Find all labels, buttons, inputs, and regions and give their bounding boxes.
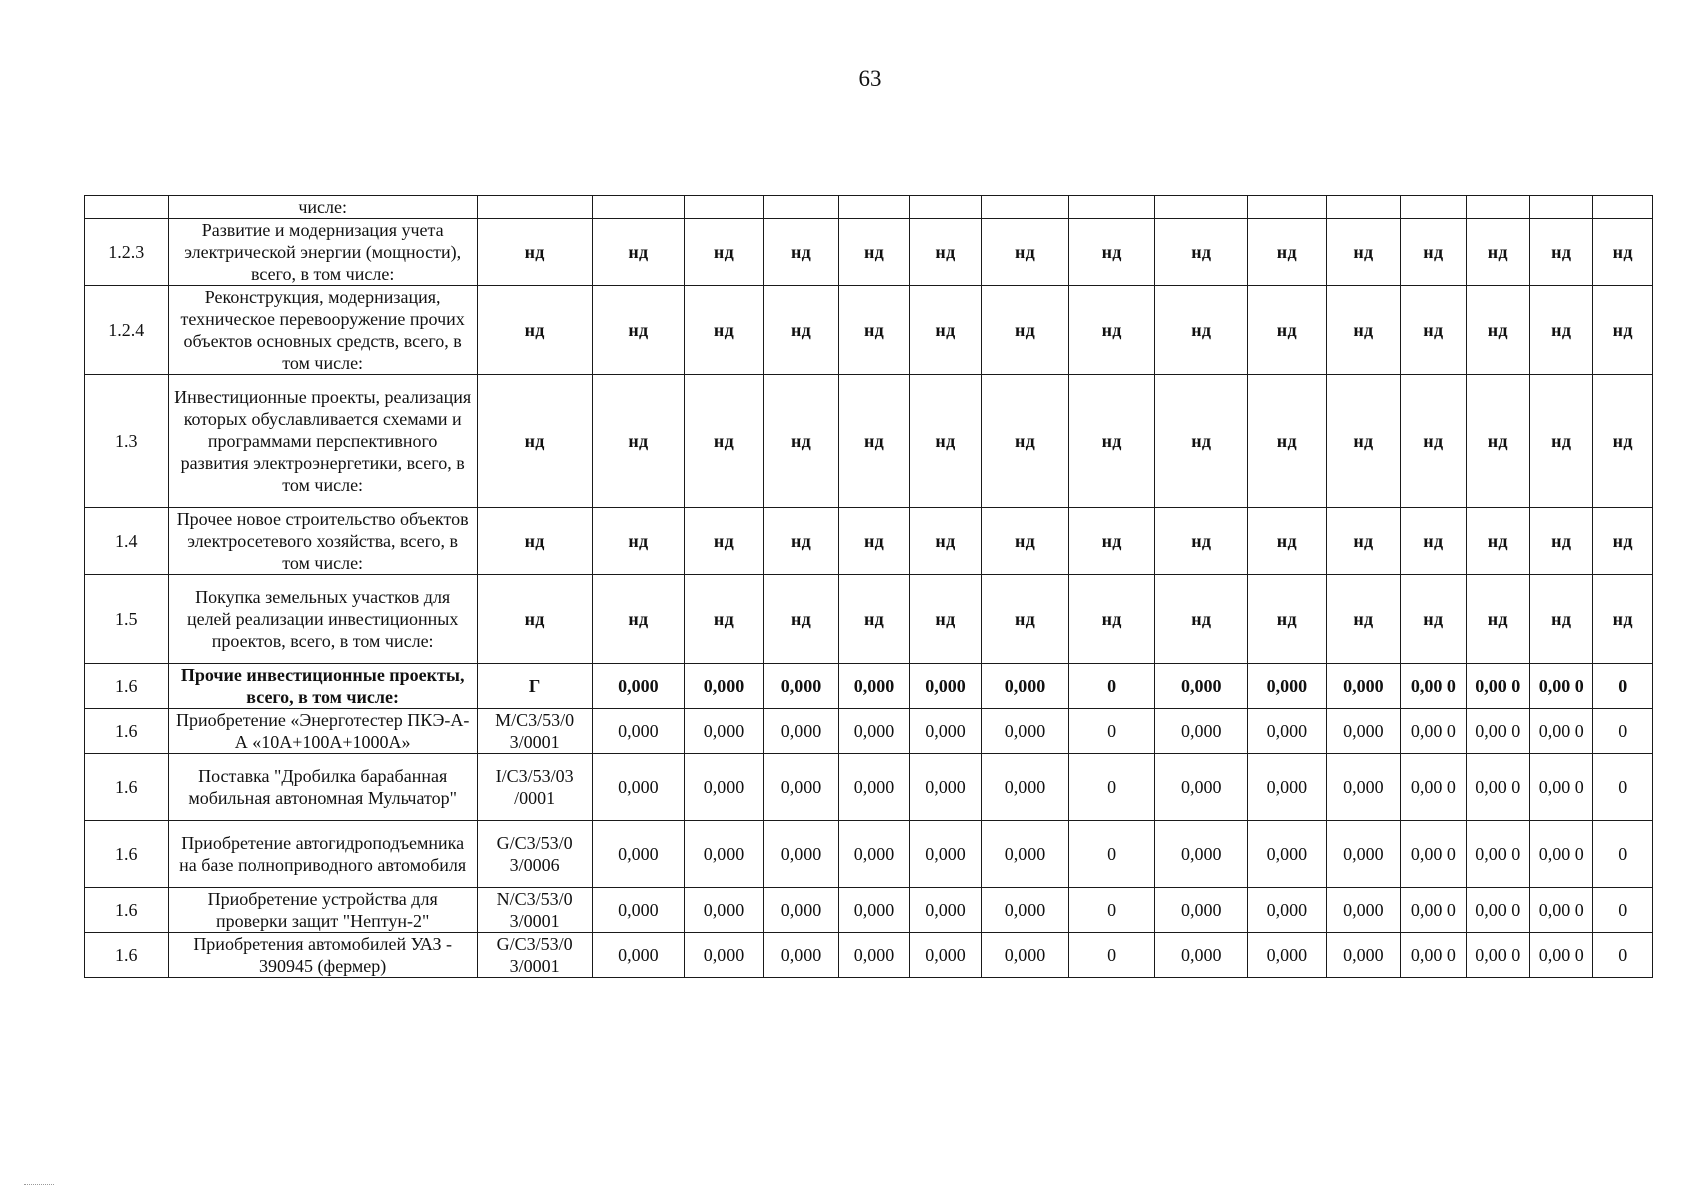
row-name: Покупка земельных участков для целей реализации инвестиционных проектов, всего, в том числе: xyxy=(168,575,477,664)
value-cell: 0,000 xyxy=(1155,754,1248,821)
value-cell: нд xyxy=(1068,508,1155,575)
row-code: M/C3/53/0 3/0001 xyxy=(477,709,592,754)
value-cell: нд xyxy=(982,575,1069,664)
value-cell: нд xyxy=(1530,375,1593,508)
table-row xyxy=(85,933,1653,978)
value-cell: 0,000 xyxy=(839,664,909,709)
value-cell: 0,00 0 xyxy=(1530,754,1593,821)
value-cell: 0 xyxy=(1593,888,1653,933)
value-cell: нд xyxy=(763,219,839,286)
value-cell: 0,000 xyxy=(685,709,764,754)
value-cell: нд xyxy=(685,375,764,508)
value-cell: нд xyxy=(1248,219,1327,286)
table-row xyxy=(85,709,1653,754)
value-cell: 0,000 xyxy=(763,754,839,821)
page-number: 63 xyxy=(858,66,882,91)
value-cell: нд xyxy=(839,219,909,286)
value-cell: нд xyxy=(1530,508,1593,575)
value-cell: 0,000 xyxy=(685,888,764,933)
value-cell: 0,00 0 xyxy=(1530,664,1593,709)
row-number: 1.6 xyxy=(85,888,169,933)
row-number: 1.3 xyxy=(85,375,169,508)
value-cell: 0 xyxy=(1593,709,1653,754)
value-cell: 0,00 0 xyxy=(1530,821,1593,888)
value-cell: нд xyxy=(1593,508,1653,575)
value-cell: 0,000 xyxy=(839,933,909,978)
row-name: Поставка "Дробилка барабанная мобильная автономная Мульчатор" xyxy=(168,754,477,821)
value-cell: нд xyxy=(685,286,764,375)
value-cell: 0,000 xyxy=(592,709,685,754)
value-cell: 0,00 0 xyxy=(1401,888,1466,933)
value-cell xyxy=(1155,196,1248,219)
row-code: N/C3/53/0 3/0001 xyxy=(477,888,592,933)
value-cell: 0,00 0 xyxy=(1466,664,1529,709)
value-cell xyxy=(1248,196,1327,219)
table-row xyxy=(85,664,1653,709)
value-cell: нд xyxy=(1068,575,1155,664)
value-cell: нд xyxy=(1401,375,1466,508)
value-cell: нд xyxy=(839,575,909,664)
value-cell: нд xyxy=(909,286,982,375)
value-cell: нд xyxy=(592,575,685,664)
value-cell: 0,000 xyxy=(909,933,982,978)
value-cell: 0,000 xyxy=(982,664,1069,709)
value-cell: 0,000 xyxy=(592,888,685,933)
value-cell: 0,000 xyxy=(839,888,909,933)
value-cell: 0,000 xyxy=(909,754,982,821)
investment-program-table xyxy=(84,195,1653,978)
value-cell: 0,000 xyxy=(982,754,1069,821)
value-cell: нд xyxy=(592,508,685,575)
value-cell: нд xyxy=(1068,219,1155,286)
value-cell: нд xyxy=(1068,286,1155,375)
value-cell: 0,000 xyxy=(909,888,982,933)
row-number: 1.2.4 xyxy=(85,286,169,375)
value-cell: 0,000 xyxy=(982,888,1069,933)
value-cell: 0,000 xyxy=(763,888,839,933)
row-code: нд xyxy=(477,575,592,664)
table-row xyxy=(85,888,1653,933)
value-cell: 0,00 0 xyxy=(1466,821,1529,888)
value-cell: 0,000 xyxy=(1155,933,1248,978)
value-cell: 0,000 xyxy=(1155,664,1248,709)
value-cell: 0,000 xyxy=(592,754,685,821)
value-cell: нд xyxy=(1248,508,1327,575)
value-cell: нд xyxy=(1593,575,1653,664)
value-cell: нд xyxy=(1326,219,1401,286)
row-code: нд xyxy=(477,375,592,508)
value-cell: 0,00 0 xyxy=(1401,664,1466,709)
value-cell: нд xyxy=(592,286,685,375)
row-name: Прочие инвестиционные проекты, всего, в том числе: xyxy=(168,664,477,709)
value-cell: 0,000 xyxy=(909,709,982,754)
value-cell: 0,000 xyxy=(982,821,1069,888)
value-cell xyxy=(909,196,982,219)
row-name: Развитие и модернизация учета электрической энергии (мощности), всего, в том числе: xyxy=(168,219,477,286)
value-cell: 0,000 xyxy=(1326,709,1401,754)
row-number: 1.5 xyxy=(85,575,169,664)
value-cell: нд xyxy=(1530,219,1593,286)
value-cell: 0,000 xyxy=(1326,821,1401,888)
value-cell: нд xyxy=(592,219,685,286)
value-cell: 0,000 xyxy=(909,821,982,888)
value-cell xyxy=(1593,196,1653,219)
value-cell: 0,000 xyxy=(1248,709,1327,754)
value-cell: нд xyxy=(763,508,839,575)
row-code xyxy=(477,196,592,219)
row-number: 1.6 xyxy=(85,664,169,709)
value-cell: нд xyxy=(685,575,764,664)
row-number xyxy=(85,196,169,219)
value-cell: 0 xyxy=(1068,664,1155,709)
value-cell: 0,000 xyxy=(839,709,909,754)
value-cell: нд xyxy=(839,286,909,375)
value-cell: нд xyxy=(909,219,982,286)
row-code: нд xyxy=(477,219,592,286)
value-cell: нд xyxy=(982,375,1069,508)
value-cell: 0 xyxy=(1593,933,1653,978)
value-cell: 0 xyxy=(1068,888,1155,933)
row-code: Г xyxy=(477,664,592,709)
value-cell xyxy=(685,196,764,219)
value-cell: нд xyxy=(909,375,982,508)
value-cell: нд xyxy=(1401,575,1466,664)
value-cell: 0,00 0 xyxy=(1401,709,1466,754)
value-cell: 0,00 0 xyxy=(1401,821,1466,888)
value-cell: нд xyxy=(1248,286,1327,375)
value-cell: нд xyxy=(1401,219,1466,286)
value-cell: нд xyxy=(1466,286,1529,375)
value-cell: 0,000 xyxy=(685,754,764,821)
row-name: числе: xyxy=(168,196,477,219)
value-cell xyxy=(839,196,909,219)
value-cell: 0,00 0 xyxy=(1466,709,1529,754)
value-cell: нд xyxy=(1155,219,1248,286)
value-cell: 0,00 0 xyxy=(1530,709,1593,754)
value-cell: 0,00 0 xyxy=(1466,933,1529,978)
row-number: 1.6 xyxy=(85,709,169,754)
value-cell: 0 xyxy=(1593,821,1653,888)
value-cell: нд xyxy=(1326,286,1401,375)
value-cell: 0,000 xyxy=(685,821,764,888)
row-name: Прочее новое строительство объектов электросетевого хозяйства, всего, в том числе: xyxy=(168,508,477,575)
value-cell: 0,00 0 xyxy=(1466,888,1529,933)
value-cell: нд xyxy=(1466,375,1529,508)
row-name: Приобретение устройства для проверки защит "Нептун-2" xyxy=(168,888,477,933)
value-cell xyxy=(1068,196,1155,219)
value-cell: нд xyxy=(1326,575,1401,664)
value-cell: нд xyxy=(1593,286,1653,375)
value-cell: 0,000 xyxy=(1155,821,1248,888)
table-row xyxy=(85,575,1653,664)
value-cell: 0,00 0 xyxy=(1530,888,1593,933)
value-cell: нд xyxy=(1326,508,1401,575)
table-row xyxy=(85,196,1653,219)
value-cell: нд xyxy=(839,375,909,508)
value-cell: нд xyxy=(1248,375,1327,508)
value-cell: 0,000 xyxy=(982,709,1069,754)
value-cell: 0,000 xyxy=(1326,888,1401,933)
value-cell: 0,000 xyxy=(1248,888,1327,933)
value-cell: 0,000 xyxy=(839,821,909,888)
value-cell: нд xyxy=(1530,286,1593,375)
value-cell: 0,000 xyxy=(1326,933,1401,978)
value-cell xyxy=(1326,196,1401,219)
value-cell: нд xyxy=(1593,375,1653,508)
table-row xyxy=(85,375,1653,508)
value-cell: 0,000 xyxy=(685,933,764,978)
row-code: нд xyxy=(477,286,592,375)
value-cell: нд xyxy=(1530,575,1593,664)
row-number: 1.6 xyxy=(85,754,169,821)
row-name: Приобретение «Энерготестер ПКЭ-А-А «10А+100А+1000А» xyxy=(168,709,477,754)
value-cell: нд xyxy=(1248,575,1327,664)
value-cell xyxy=(1401,196,1466,219)
row-number: 1.4 xyxy=(85,508,169,575)
value-cell: 0,000 xyxy=(763,709,839,754)
value-cell: 0 xyxy=(1068,821,1155,888)
row-name: Реконструкция, модернизация, техническое перевооружение прочих объектов основных средств, всего, в том числе: xyxy=(168,286,477,375)
value-cell: 0,000 xyxy=(763,821,839,888)
value-cell: нд xyxy=(982,286,1069,375)
value-cell: 0,000 xyxy=(1155,888,1248,933)
value-cell: 0,000 xyxy=(1326,664,1401,709)
value-cell: нд xyxy=(839,508,909,575)
value-cell: нд xyxy=(1068,375,1155,508)
value-cell: 0,000 xyxy=(839,754,909,821)
value-cell: 0,000 xyxy=(592,933,685,978)
value-cell: нд xyxy=(909,508,982,575)
row-code: G/C3/53/0 3/0001 xyxy=(477,933,592,978)
value-cell: 0,000 xyxy=(592,821,685,888)
value-cell: нд xyxy=(763,375,839,508)
value-cell: нд xyxy=(685,508,764,575)
value-cell: 0 xyxy=(1593,754,1653,821)
value-cell: нд xyxy=(1155,286,1248,375)
value-cell: нд xyxy=(1155,575,1248,664)
row-code: G/C3/53/0 3/0006 xyxy=(477,821,592,888)
value-cell: нд xyxy=(982,508,1069,575)
table-row xyxy=(85,821,1653,888)
row-code: I/C3/53/03 /0001 xyxy=(477,754,592,821)
value-cell: нд xyxy=(1155,375,1248,508)
table-row xyxy=(85,508,1653,575)
value-cell: 0,000 xyxy=(909,664,982,709)
value-cell: 0,000 xyxy=(1248,754,1327,821)
value-cell: 0,000 xyxy=(1248,933,1327,978)
value-cell: 0,00 0 xyxy=(1401,933,1466,978)
row-number: 1.6 xyxy=(85,933,169,978)
value-cell: 0,000 xyxy=(1155,709,1248,754)
value-cell: нд xyxy=(982,219,1069,286)
table-row xyxy=(85,286,1653,375)
value-cell: нд xyxy=(1466,575,1529,664)
value-cell: 0,000 xyxy=(1248,821,1327,888)
scan-artifact xyxy=(24,1184,54,1186)
value-cell: нд xyxy=(763,286,839,375)
value-cell: нд xyxy=(1593,219,1653,286)
value-cell xyxy=(592,196,685,219)
value-cell: нд xyxy=(685,219,764,286)
value-cell: нд xyxy=(592,375,685,508)
row-number: 1.6 xyxy=(85,821,169,888)
value-cell: нд xyxy=(1326,375,1401,508)
row-name: Приобретение автогидроподъемника на базе полноприводного автомобиля xyxy=(168,821,477,888)
value-cell: 0,00 0 xyxy=(1530,933,1593,978)
value-cell: 0,00 0 xyxy=(1401,754,1466,821)
value-cell: 0 xyxy=(1593,664,1653,709)
row-number: 1.2.3 xyxy=(85,219,169,286)
table-row xyxy=(85,219,1653,286)
row-code: нд xyxy=(477,508,592,575)
value-cell xyxy=(982,196,1069,219)
value-cell: нд xyxy=(1155,508,1248,575)
table-row xyxy=(85,754,1653,821)
table-body xyxy=(85,196,1653,978)
value-cell: 0,000 xyxy=(763,933,839,978)
value-cell: 0,000 xyxy=(1248,664,1327,709)
value-cell: 0,000 xyxy=(763,664,839,709)
value-cell: 0,00 0 xyxy=(1466,754,1529,821)
value-cell xyxy=(1466,196,1529,219)
value-cell: 0 xyxy=(1068,754,1155,821)
value-cell: 0,000 xyxy=(1326,754,1401,821)
value-cell xyxy=(1530,196,1593,219)
value-cell: нд xyxy=(909,575,982,664)
row-name: Приобретения автомобилей УАЗ - 390945 (фермер) xyxy=(168,933,477,978)
value-cell: нд xyxy=(1466,508,1529,575)
row-name: Инвестиционные проекты, реализация которых обуславливается схемами и программами перспективного развития электроэнергетики, всего, в том числе: xyxy=(168,375,477,508)
value-cell: 0,000 xyxy=(592,664,685,709)
value-cell: нд xyxy=(763,575,839,664)
value-cell: нд xyxy=(1466,219,1529,286)
value-cell: 0,000 xyxy=(982,933,1069,978)
value-cell: нд xyxy=(1401,286,1466,375)
value-cell: нд xyxy=(1401,508,1466,575)
value-cell: 0 xyxy=(1068,933,1155,978)
value-cell: 0 xyxy=(1068,709,1155,754)
value-cell xyxy=(763,196,839,219)
value-cell: 0,000 xyxy=(685,664,764,709)
